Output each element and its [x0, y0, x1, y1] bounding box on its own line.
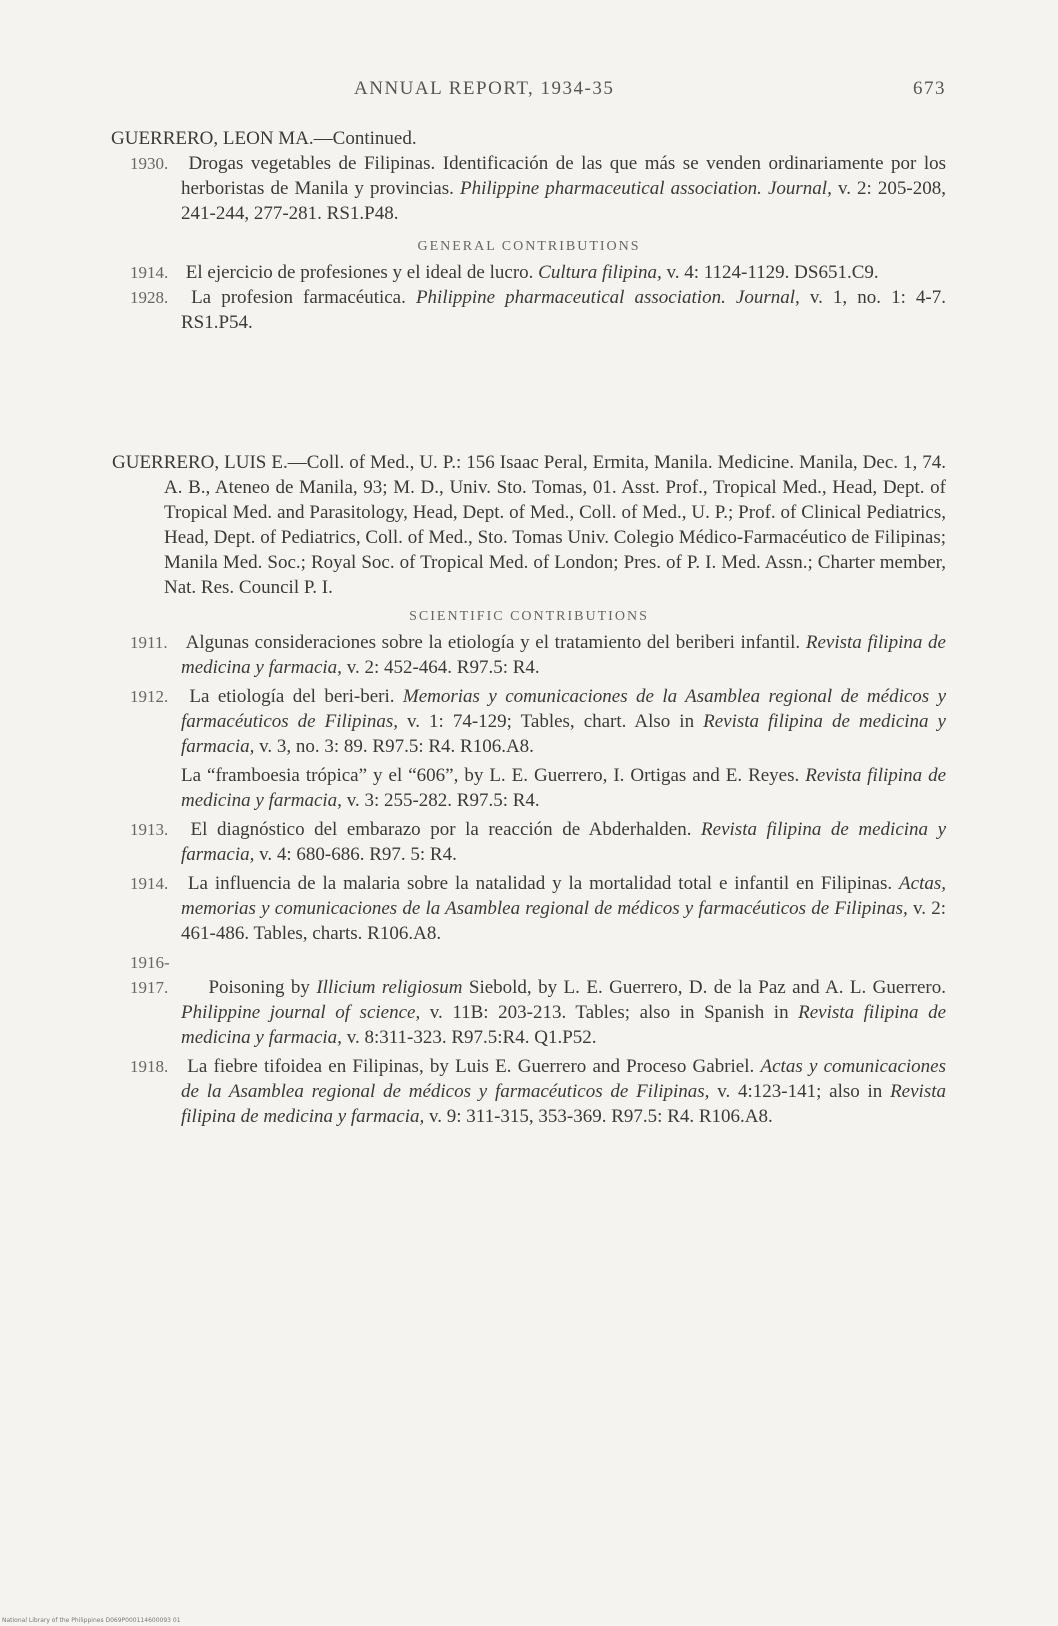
entry-ref: v. 2: 452-464. R97.5: R4. — [346, 657, 540, 678]
entry-ref-2: v. 9: 311-315, 353-369. R97.5: R4. R106.A8. — [429, 1106, 773, 1127]
entry-ref: Siebold, by L. E. Guerrero, D. de la Paz and A. L. Guerrero. — [468, 977, 946, 998]
entry-ref: v. 1: 74-129; Tables, chart. Also in — [407, 711, 695, 732]
entry-journal: Actas y comunicaciones de la Asamblea regional de médicos y farmacéuticos de Filipinas, — [181, 1056, 947, 1102]
entry-1916-1917 — [130, 950, 946, 1050]
entry-1930 — [130, 151, 946, 226]
author-heading-leon: GUERRERO, LEON MA.—Continued. — [111, 128, 417, 149]
entry-title: Algunas consideraciones sobre la etiología y el tratamiento del beriberi infantil. — [185, 632, 801, 653]
entry-year: 1914. — [130, 874, 169, 893]
entry-1912 — [130, 684, 946, 759]
entry-year: 1913. — [130, 820, 169, 839]
entry-1911 — [130, 630, 946, 680]
entry-title: Drogas vegetables de Filipinas. Identificación de las que más se venden ordinariamente por los herboristas de Manila y provincias. — [181, 153, 946, 199]
entry-journal-2: Revista filipina de medicina y farmacia, — [181, 1081, 946, 1127]
entry-journal: Philippine pharmaceutical association. Journal, — [415, 287, 800, 308]
section-scientific-contributions: SCIENTIFIC CONTRIBUTIONS — [409, 609, 649, 624]
entry-1928 — [130, 285, 946, 335]
entry-ref-2: v. 11B: 203-213. Tables; also in Spanish in — [429, 1002, 789, 1023]
entry-journal: Philippine pharmaceutical association. Journal, — [459, 178, 832, 199]
section-general-contributions: GENERAL CONTRIBUTIONS — [417, 239, 641, 254]
entry-year: 1928. — [130, 288, 169, 307]
entry-ref: v. 4: 1124-1129. DS651.C9. — [666, 262, 879, 283]
entry-year: 1911. — [130, 633, 168, 652]
entry-ref: v. 2: 205-208, 241-244, 277-281. RS1.P48. — [181, 178, 946, 224]
entry-year: 1916-1917. — [130, 953, 170, 997]
entry-title: El diagnóstico del embarazo por la reacción de Abderhalden. — [190, 819, 692, 840]
entry-journal: Revista filipina de medicina y farmacia, — [181, 632, 946, 678]
entry-title: La influencia de la malaria sobre la natalidad y la mortalidad total e infantil en Filipinas. — [187, 873, 893, 894]
scan-footer-note: National Library of the Philippines D069P000114600093 01 — [2, 1617, 181, 1624]
page-number: 673 — [913, 78, 946, 99]
entry-ref: v. 4: 680-686. R97. 5: R4. — [259, 844, 457, 865]
entry-ref: v. 2: 461-486. Tables, charts. R106.A8. — [181, 898, 947, 944]
entry-journal: Revista filipina de medicina y farmacia, — [181, 765, 946, 811]
entry-journal: Actas, memorias y comunicaciones de la Asamblea regional de médicos y farmacéuticos de Filipinas, — [181, 873, 946, 919]
entry-1913 — [130, 817, 946, 867]
entry-year: 1918. — [130, 1057, 169, 1076]
entry-title: Poisoning by — [208, 977, 310, 998]
entry-title: La “framboesia trópica” y el “606”, by L. E. Guerrero, I. Ortigas and E. Reyes. — [181, 765, 800, 786]
entry-journal: Cultura filipina, — [538, 262, 662, 283]
entry-journal: Memorias y comunicaciones de la Asamblea regional de médicos y farmacéuticos de Filipinas, — [181, 686, 947, 732]
entry-framboesia — [181, 763, 946, 813]
entry-title: La fiebre tifoidea en Filipinas, by Luis E. Guerrero and Proceso Gabriel. — [187, 1056, 755, 1077]
leon-entries — [112, 126, 946, 335]
running-title: ANNUAL REPORT, 1934-35 — [354, 78, 615, 99]
entry-1918 — [130, 1054, 946, 1129]
entry-journal-2: Revista filipina de medicina y farmacia, — [181, 711, 946, 757]
entry-title: La profesion farmacéutica. — [191, 287, 406, 308]
entry-year: 1914. — [130, 263, 169, 282]
entry-1914-luis — [130, 871, 946, 946]
entry-1914-leon — [130, 260, 946, 285]
entry-ref-2: v. 3, no. 3: 89. R97.5: R4. R106.A8. — [259, 736, 534, 757]
entry-year: 1912. — [130, 687, 169, 706]
entry-title: La etiología del beri-beri. — [189, 686, 395, 707]
entry-ref: v. 3: 255-282. R97.5: R4. — [346, 790, 540, 811]
entry-year: 1930. — [130, 154, 169, 173]
entry-ref: v. 4:123-141; also in — [717, 1081, 883, 1102]
entry-journal: Illicium religiosum — [316, 977, 463, 998]
entry-title: El ejercicio de profesiones y el ideal de lucro. — [185, 262, 534, 283]
author-bio-luis: GUERRERO, LUIS E.—Coll. of Med., U. P.: 156 Isaac Peral, Ermita, Manila. Medicine. Manila, Dec. 1, 74. A. B., Ateneo de Manila, 93; M. D., Univ. Sto. Tomas, 01. Asst. Prof., Tropical Med., Head, Dept. of Tropical Med. and Parasitology, Head, Dept. of Med., Coll. of Med., U. P.; Prof. of Clinical Pediatrics, Head, Dept. of Pediatrics, Coll. of Med., Sto. Tomas Univ. Colegio Médico-Farmacéutico de Filipinas; Manila Med. Soc.; Royal Soc. of Tropical Med. of London; Pres. of P. I. Med. Assn.; Charter member, Nat. Res. Council P. I. — [112, 452, 946, 598]
entry-journal-3: Revista filipina de medicina y farmacia, — [181, 1002, 946, 1048]
luis-entries — [112, 450, 946, 1133]
entry-ref-3: v. 8:311-323. R97.5:R4. Q1.P52. — [346, 1027, 597, 1048]
entry-ref: v. 1, no. 1: 4-7. RS1.P54. — [181, 287, 947, 333]
entry-journal: Revista filipina de medicina y farmacia, — [181, 819, 947, 865]
entry-journal-2: Philippine journal of science, — [181, 1002, 421, 1023]
